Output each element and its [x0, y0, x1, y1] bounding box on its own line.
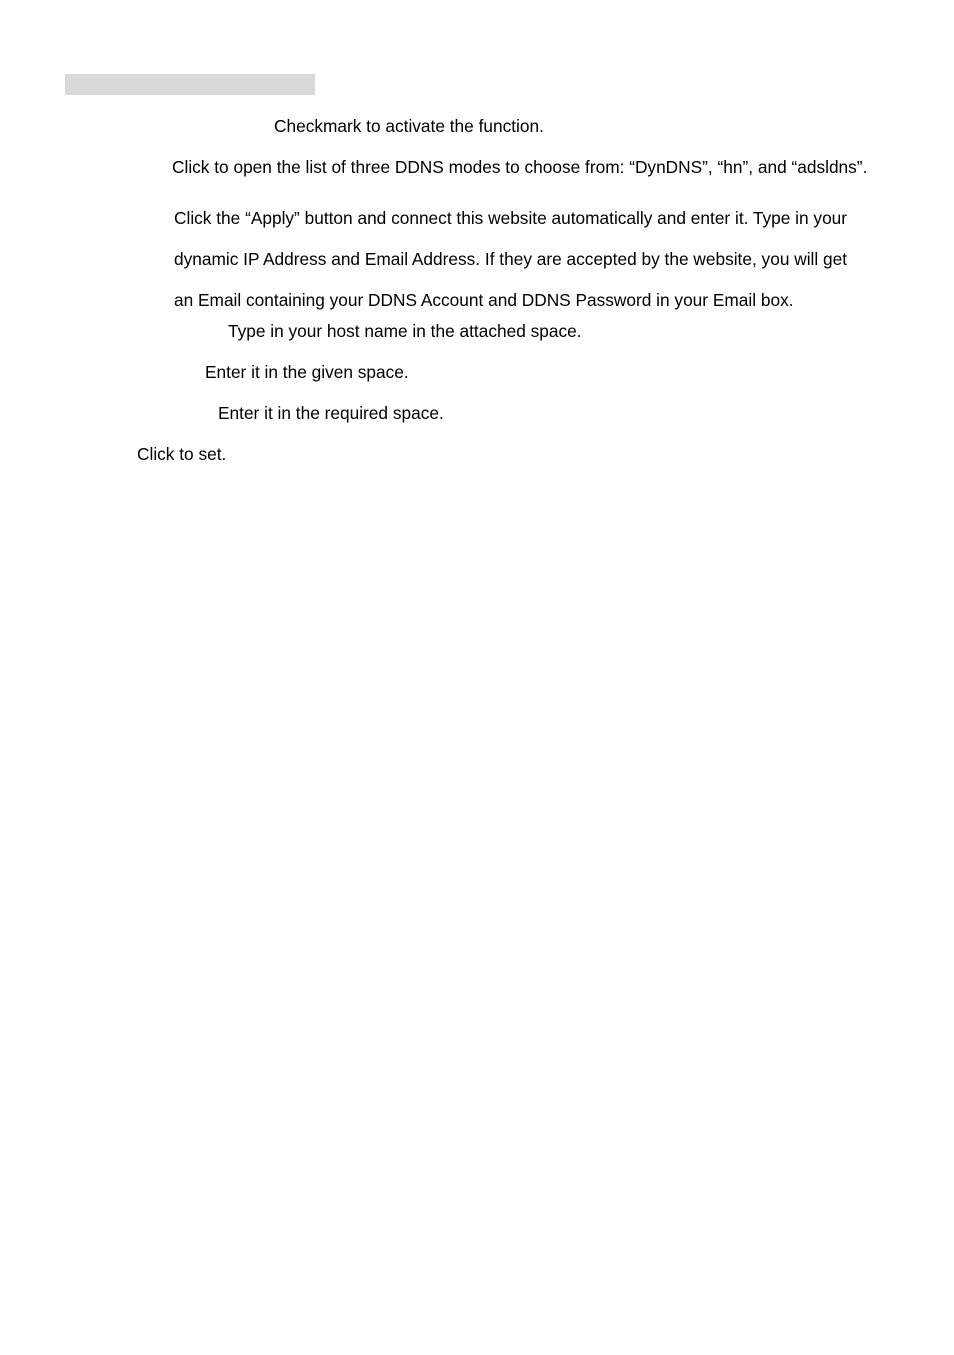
host-name-description: Type in your host name in the attached space.: [228, 321, 582, 341]
apply-description-line: dynamic IP Address and Email Address. If they are accepted by the website, you will get: [174, 249, 848, 269]
account-description: Enter it in the given space.: [205, 362, 409, 382]
section-heading-highlight: [65, 74, 315, 95]
apply-description: [174, 198, 894, 321]
ddns-mode-description: Click to open the list of three DDNS modes to choose from: “DynDNS”, “hn”, and “adsldns”.: [172, 157, 868, 177]
save-description: Click to set.: [137, 444, 227, 464]
apply-description-line: Click the “Apply” button and connect this website automatically and enter it. Type in your: [174, 208, 848, 228]
password-description: Enter it in the required space.: [218, 403, 444, 423]
apply-description-line: an Email containing your DDNS Account and DDNS Password in your Email box.: [174, 290, 794, 310]
ddns-enable-description: Checkmark to activate the function.: [274, 116, 544, 136]
